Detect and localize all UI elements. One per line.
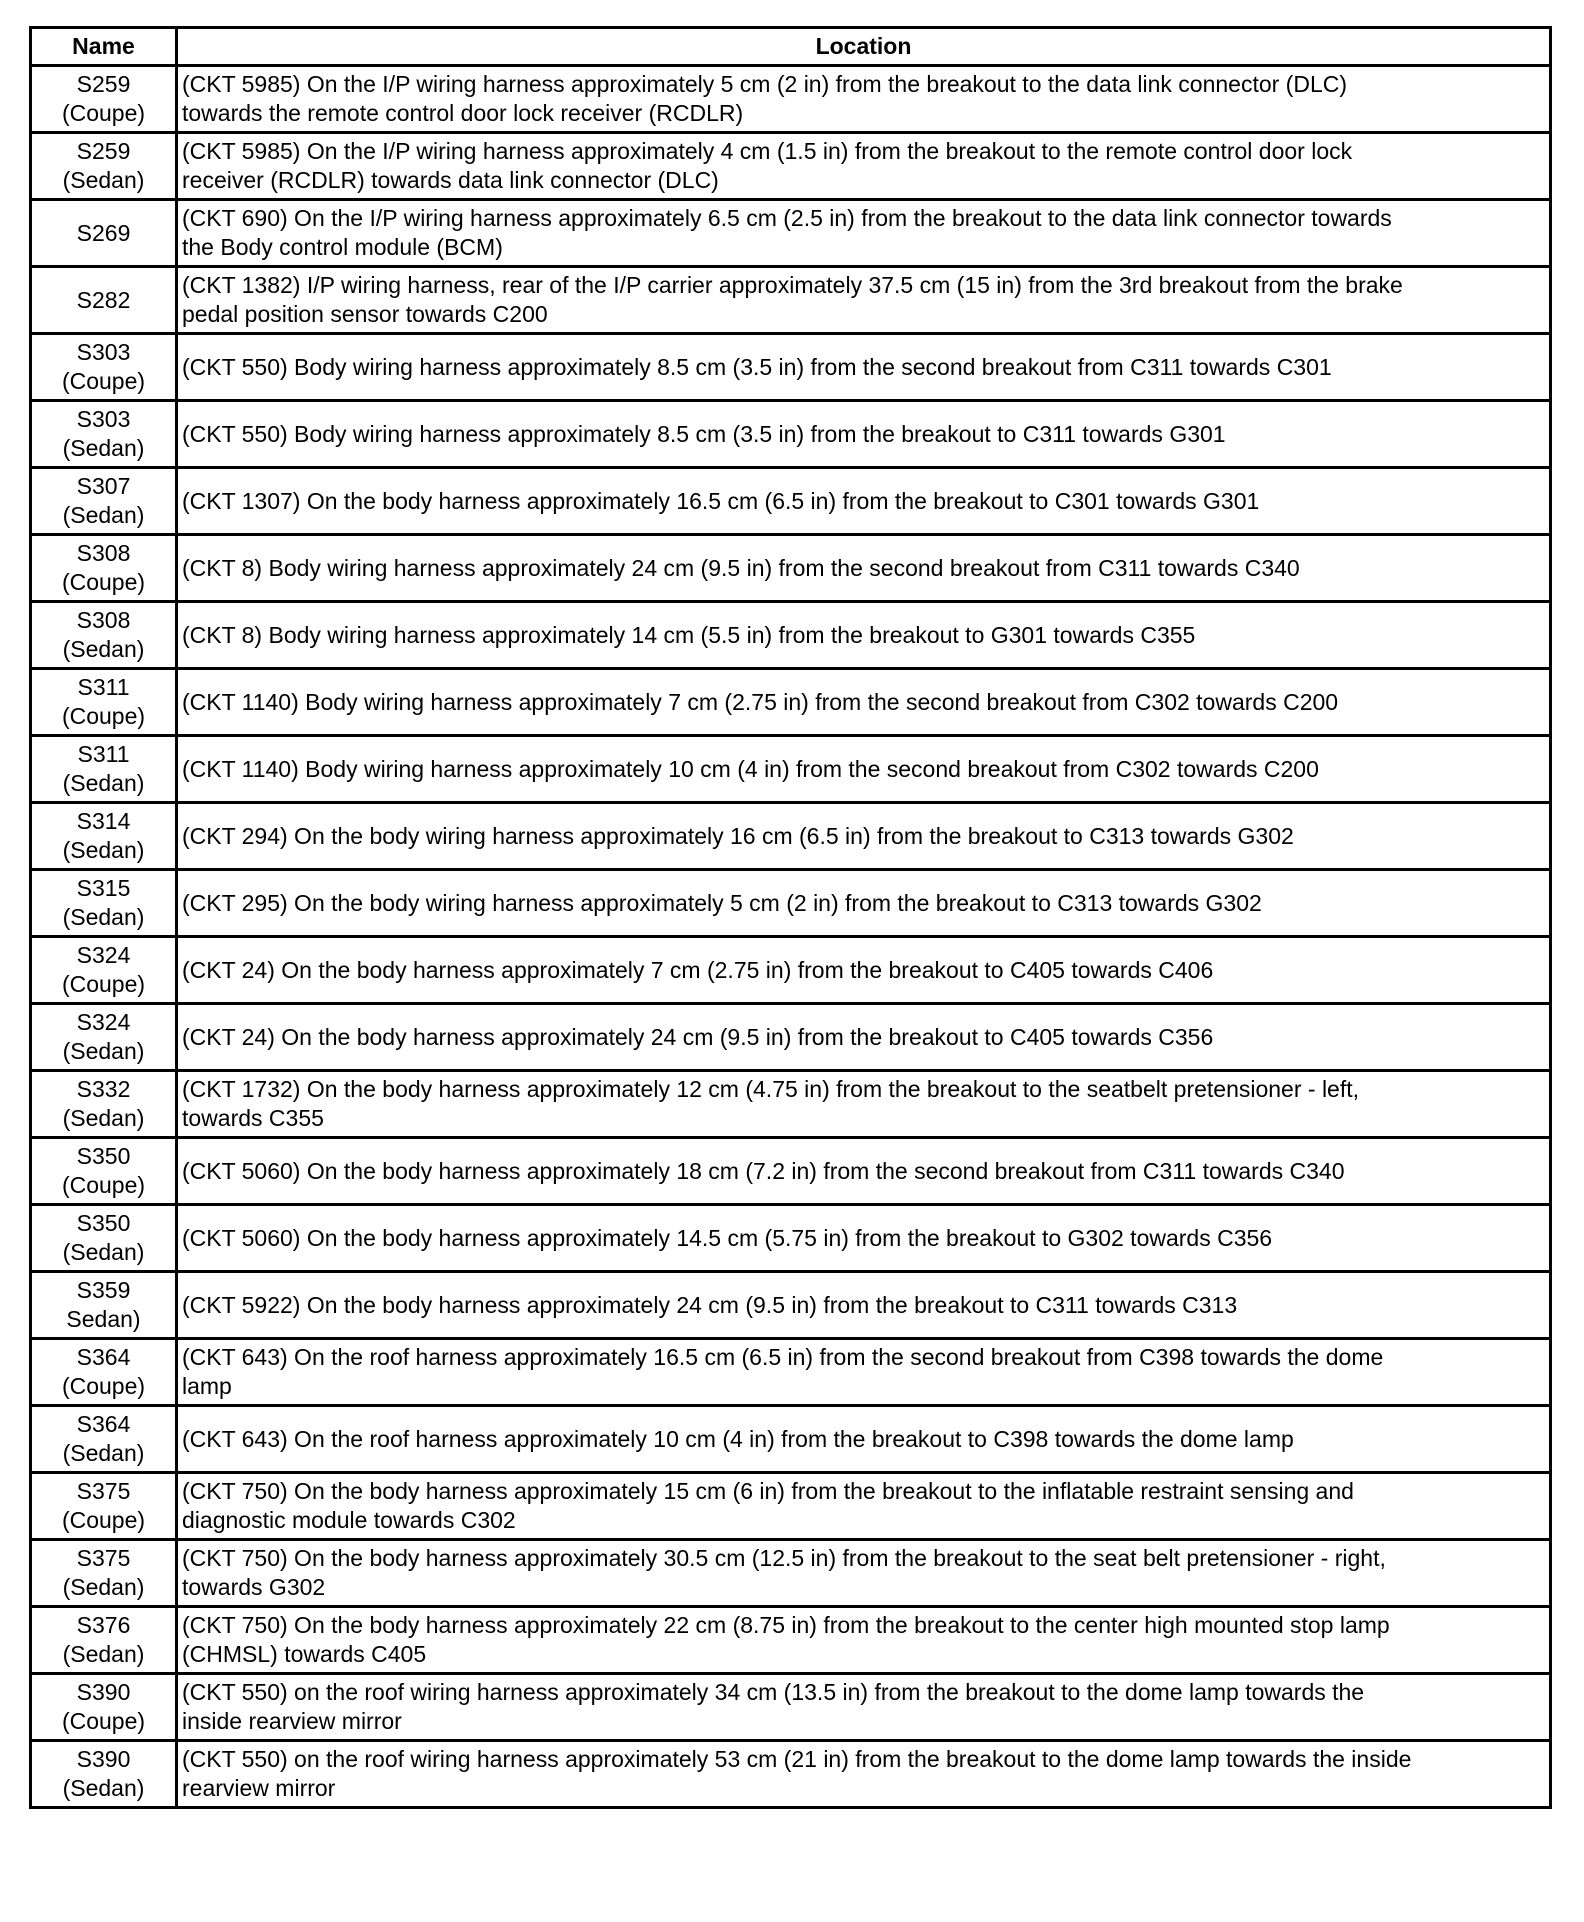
table-row <box>31 669 1551 736</box>
splice-id: S269 <box>76 219 131 246</box>
splice-location-cell <box>177 736 1551 803</box>
splice-id: S376 <box>76 1612 131 1638</box>
table-row <box>31 267 1551 334</box>
location-text-line: (CKT 643) On the roof harness approximately 16.5 cm (6.5 in) from the second breakout from C398 towards the dome <box>182 1344 1384 1370</box>
splice-location-cell <box>177 535 1551 602</box>
splice-id: S350 <box>76 1210 131 1236</box>
table-row <box>31 1071 1551 1138</box>
column-header-location: Location <box>177 28 1551 66</box>
splice-name-cell <box>31 937 177 1004</box>
splice-id: S359 <box>76 1277 131 1303</box>
splice-name-cell <box>31 602 177 669</box>
table-row <box>31 1674 1551 1741</box>
body-style: (Sedan) <box>62 1440 145 1466</box>
splice-location-cell <box>177 133 1551 200</box>
splice-name-cell <box>31 468 177 535</box>
splice-location-cell <box>177 870 1551 937</box>
table-row <box>31 1339 1551 1406</box>
body-style: (Coupe) <box>61 703 146 729</box>
location-text-line: towards C355 <box>182 1105 324 1131</box>
splice-id: S324 <box>76 1009 131 1035</box>
table-row <box>31 1138 1551 1205</box>
splice-name-cell <box>31 401 177 468</box>
table-row <box>31 602 1551 669</box>
table-body <box>31 66 1551 1808</box>
table-row <box>31 1741 1551 1808</box>
location-text-line: receiver (RCDLR) towards data link connector (DLC) <box>182 167 719 193</box>
location-text-line: (CKT 550) Body wiring harness approximately 8.5 cm (3.5 in) from the breakout to C311 towards G301 <box>182 420 1226 447</box>
splice-location-cell <box>177 602 1551 669</box>
splice-name-cell <box>31 1473 177 1540</box>
location-text-line: (CKT 1382) I/P wiring harness, rear of the I/P carrier approximately 37.5 cm (15 in) from the 3rd breakout from the brake <box>182 272 1403 298</box>
location-text-line: (CKT 5922) On the body harness approximately 24 cm (9.5 in) from the breakout to C311 towards C313 <box>182 1291 1238 1318</box>
table-row <box>31 535 1551 602</box>
splice-location-cell <box>177 1272 1551 1339</box>
splice-id: S332 <box>76 1076 131 1102</box>
location-text-line: (CKT 1140) Body wiring harness approximately 10 cm (4 in) from the second breakout from C302 towards C200 <box>182 755 1319 782</box>
splice-name-cell <box>31 1138 177 1205</box>
location-text-line: lamp <box>182 1373 232 1399</box>
location-text-line: towards G302 <box>182 1574 326 1600</box>
body-style: (Sedan) <box>62 1239 145 1265</box>
body-style: (Coupe) <box>61 368 146 394</box>
location-text-line: (CKT 5985) On the I/P wiring harness approximately 4 cm (1.5 in) from the breakout to the remote control door lock <box>182 138 1353 164</box>
location-text-line: (CKT 750) On the body harness approximately 30.5 cm (12.5 in) from the breakout to the seat belt pretensioner - right, <box>182 1545 1386 1571</box>
table-row <box>31 200 1551 267</box>
body-style: (Coupe) <box>61 1507 146 1533</box>
location-text-line: (CKT 643) On the roof harness approximately 10 cm (4 in) from the breakout to C398 towards the dome lamp <box>182 1425 1294 1452</box>
table-row <box>31 1540 1551 1607</box>
location-text-line: (CKT 1732) On the body harness approximately 12 cm (4.75 in) from the breakout to the seatbelt pretensioner - left, <box>182 1076 1360 1102</box>
splice-id: S314 <box>76 808 131 834</box>
splice-name-cell <box>31 133 177 200</box>
splice-id: S308 <box>76 607 131 633</box>
location-text-line: (CKT 5985) On the I/P wiring harness approximately 5 cm (2 in) from the breakout to the data link connector (DLC) <box>182 71 1348 97</box>
body-style: (Coupe) <box>61 100 146 126</box>
body-style: (Sedan) <box>62 837 145 863</box>
location-text-line: (CKT 5060) On the body harness approximately 14.5 cm (5.75 in) from the breakout to G302 towards C356 <box>182 1224 1273 1251</box>
body-style: (Sedan) <box>62 1105 145 1131</box>
splice-location-cell <box>177 1071 1551 1138</box>
splice-id: S282 <box>76 286 131 313</box>
splice-location-cell <box>177 1674 1551 1741</box>
body-style: (Sedan) <box>62 1574 145 1600</box>
location-text-line: rearview mirror <box>182 1775 336 1801</box>
splice-location-cell <box>177 468 1551 535</box>
location-text-line: (CKT 550) on the roof wiring harness approximately 53 cm (21 in) from the breakout to the dome lamp towards the inside <box>182 1746 1412 1772</box>
table-row <box>31 1607 1551 1674</box>
body-style: (Sedan) <box>62 1038 145 1064</box>
table-row <box>31 803 1551 870</box>
location-text-line: (CKT 295) On the body wiring harness approximately 5 cm (2 in) from the breakout to C313 towards G302 <box>182 889 1262 916</box>
splice-name-cell <box>31 1071 177 1138</box>
body-style: (Sedan) <box>62 167 145 193</box>
splice-id: S303 <box>76 339 131 365</box>
splice-name-cell <box>31 870 177 937</box>
table-row <box>31 1205 1551 1272</box>
splice-location-cell <box>177 1741 1551 1808</box>
splice-location-cell <box>177 1205 1551 1272</box>
splice-location-cell <box>177 1540 1551 1607</box>
splice-id: S259 <box>76 71 131 97</box>
splice-location-cell <box>177 803 1551 870</box>
splice-id: S375 <box>76 1478 131 1504</box>
splice-name-cell <box>31 200 177 267</box>
location-text-line: (CKT 550) on the roof wiring harness approximately 34 cm (13.5 in) from the breakout to the dome lamp towards the <box>182 1679 1365 1705</box>
location-text-line: (CKT 5060) On the body harness approximately 18 cm (7.2 in) from the second breakout from C311 towards C340 <box>182 1157 1345 1184</box>
splice-id: S307 <box>76 473 131 499</box>
splice-name-cell <box>31 1205 177 1272</box>
splice-location-cell <box>177 669 1551 736</box>
table-row <box>31 1272 1551 1339</box>
splice-name-cell <box>31 669 177 736</box>
location-text-line: the Body control module (BCM) <box>182 234 503 260</box>
splice-name-cell <box>31 535 177 602</box>
location-text-line: (CKT 24) On the body harness approximately 7 cm (2.75 in) from the breakout to C405 towards C406 <box>182 956 1214 983</box>
splice-location-cell <box>177 334 1551 401</box>
splice-id: S308 <box>76 540 131 566</box>
location-text-line: diagnostic module towards C302 <box>182 1507 516 1533</box>
table-row <box>31 133 1551 200</box>
splice-name-cell <box>31 1741 177 1808</box>
splice-name-cell <box>31 1339 177 1406</box>
splice-id: S311 <box>77 674 130 700</box>
table-row <box>31 468 1551 535</box>
splice-location-cell <box>177 267 1551 334</box>
splice-id: S390 <box>76 1679 131 1705</box>
body-style: Sedan) <box>66 1306 141 1332</box>
splice-name-cell <box>31 267 177 334</box>
location-text-line: (CKT 8) Body wiring harness approximately 24 cm (9.5 in) from the second breakout from C311 towards C340 <box>182 554 1300 581</box>
splice-location-table <box>29 26 1552 1809</box>
splice-location-cell <box>177 401 1551 468</box>
body-style: (Coupe) <box>61 1172 146 1198</box>
location-text-line: (CHMSL) towards C405 <box>182 1641 427 1667</box>
location-text-line: (CKT 294) On the body wiring harness approximately 16 cm (6.5 in) from the breakout to C313 towards G302 <box>182 822 1294 849</box>
table-row <box>31 1004 1551 1071</box>
splice-location-cell <box>177 1607 1551 1674</box>
splice-name-cell <box>31 66 177 133</box>
splice-location-cell <box>177 1406 1551 1473</box>
splice-name-cell <box>31 1406 177 1473</box>
location-text-line: (CKT 690) On the I/P wiring harness approximately 6.5 cm (2.5 in) from the breakout to the data link connector towards <box>182 205 1392 231</box>
splice-id: S390 <box>76 1746 131 1772</box>
table-row <box>31 736 1551 803</box>
body-style: (Sedan) <box>62 435 145 461</box>
splice-name-cell <box>31 803 177 870</box>
body-style: (Sedan) <box>62 502 145 528</box>
splice-id: S311 <box>77 741 130 767</box>
location-text-line: pedal position sensor towards C200 <box>182 301 548 327</box>
body-style: (Sedan) <box>62 1775 145 1801</box>
table-row <box>31 1473 1551 1540</box>
splice-location-cell <box>177 1138 1551 1205</box>
splice-location-cell <box>177 1473 1551 1540</box>
location-text-line: inside rearview mirror <box>182 1708 402 1734</box>
body-style: (Coupe) <box>61 569 146 595</box>
location-text-line: (CKT 1307) On the body harness approximately 16.5 cm (6.5 in) from the breakout to C301 towards G301 <box>182 487 1260 514</box>
table-row <box>31 870 1551 937</box>
splice-location-cell <box>177 66 1551 133</box>
table-row <box>31 334 1551 401</box>
location-text-line: (CKT 1140) Body wiring harness approximately 7 cm (2.75 in) from the second breakout from C302 towards C200 <box>182 688 1339 715</box>
splice-name-cell <box>31 1674 177 1741</box>
splice-id: S350 <box>76 1143 131 1169</box>
body-style: (Coupe) <box>61 1708 146 1734</box>
splice-id: S364 <box>76 1411 131 1437</box>
table-row <box>31 66 1551 133</box>
splice-id: S364 <box>76 1344 131 1370</box>
splice-id: S303 <box>76 406 131 432</box>
splice-name-cell <box>31 736 177 803</box>
body-style: (Coupe) <box>61 971 146 997</box>
location-text-line: (CKT 750) On the body harness approximately 15 cm (6 in) from the breakout to the inflatable restraint sensing and <box>182 1478 1354 1504</box>
location-text-line: (CKT 24) On the body harness approximately 24 cm (9.5 in) from the breakout to C405 towards C356 <box>182 1023 1214 1050</box>
splice-location-cell <box>177 200 1551 267</box>
location-text-line: towards the remote control door lock receiver (RCDLR) <box>182 100 744 126</box>
body-style: (Coupe) <box>61 1373 146 1399</box>
table-row <box>31 937 1551 1004</box>
location-text-line: (CKT 8) Body wiring harness approximately 14 cm (5.5 in) from the breakout to G301 towards C355 <box>182 621 1196 648</box>
table-row <box>31 401 1551 468</box>
splice-id: S315 <box>76 875 131 901</box>
splice-name-cell <box>31 1272 177 1339</box>
splice-name-cell <box>31 1004 177 1071</box>
body-style: (Sedan) <box>62 636 145 662</box>
location-text-line: (CKT 550) Body wiring harness approximately 8.5 cm (3.5 in) from the second breakout from C311 towards C301 <box>182 353 1332 380</box>
splice-id: S324 <box>76 942 131 968</box>
splice-name-cell <box>31 1540 177 1607</box>
location-text-line: (CKT 750) On the body harness approximately 22 cm (8.75 in) from the breakout to the center high mounted stop lamp <box>182 1612 1390 1638</box>
splice-id: S375 <box>76 1545 131 1571</box>
splice-location-cell <box>177 937 1551 1004</box>
splice-id: S259 <box>76 138 131 164</box>
splice-location-cell <box>177 1339 1551 1406</box>
body-style: (Sedan) <box>62 904 145 930</box>
table-header-row <box>31 28 1551 66</box>
column-header-name: Name <box>31 28 177 66</box>
table-row <box>31 1406 1551 1473</box>
splice-name-cell <box>31 1607 177 1674</box>
body-style: (Sedan) <box>62 1641 145 1667</box>
body-style: (Sedan) <box>62 770 145 796</box>
splice-name-cell <box>31 334 177 401</box>
splice-location-cell <box>177 1004 1551 1071</box>
